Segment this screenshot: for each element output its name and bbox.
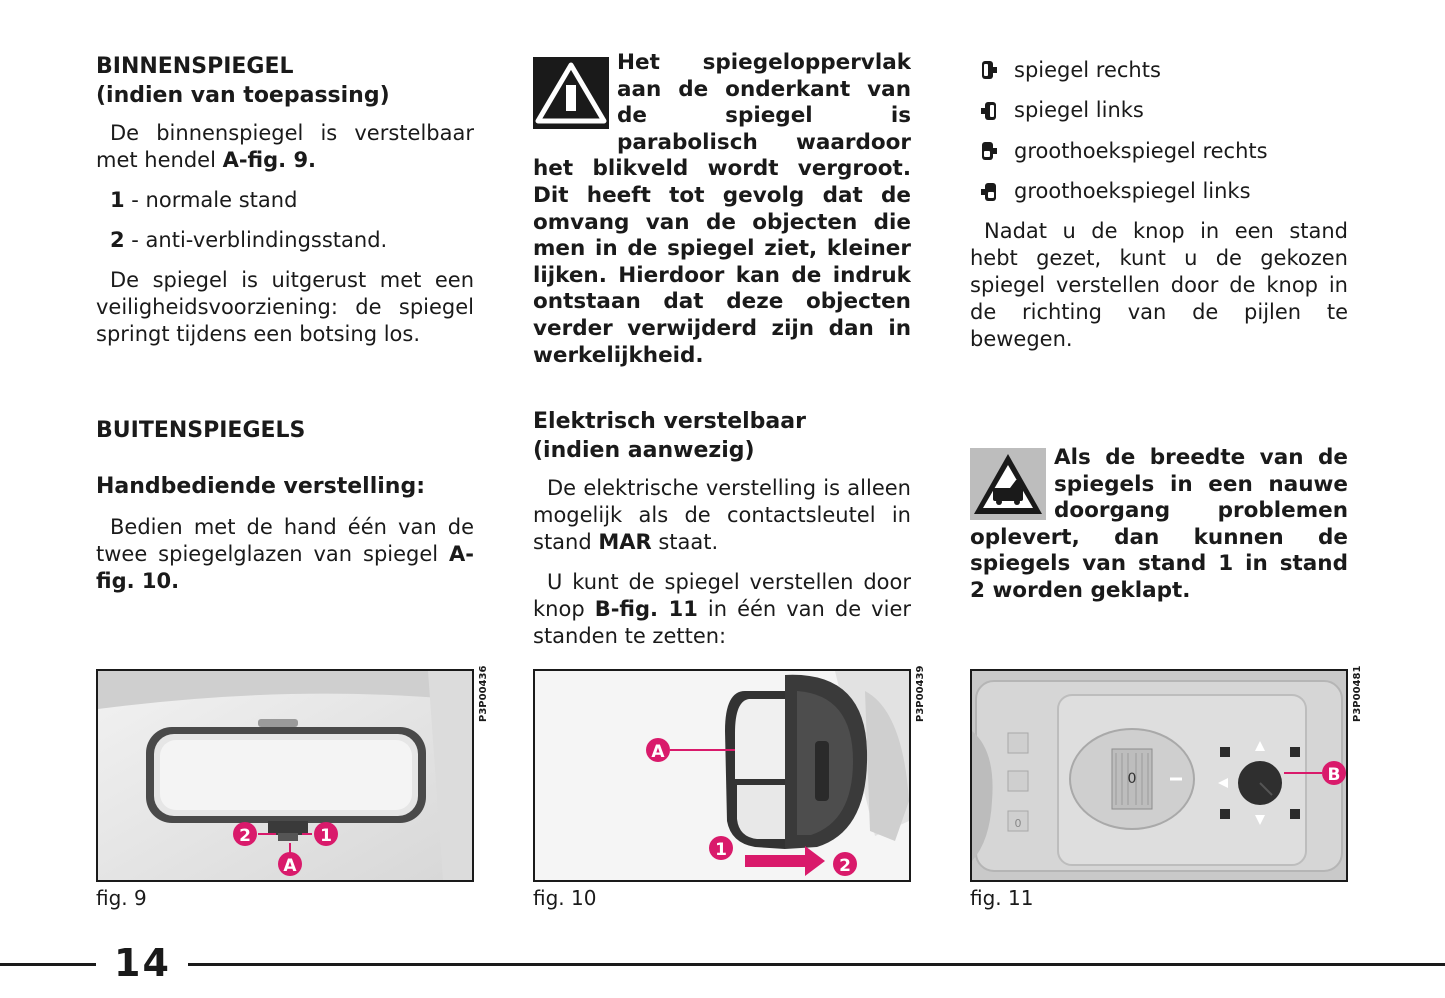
figure-interior-mirror — [96, 669, 474, 882]
callout-a-text: A — [651, 742, 665, 762]
paragraph — [533, 569, 911, 650]
heading-text: Elektrisch verstelbaar — [533, 409, 806, 435]
item-number: 1 — [110, 188, 125, 212]
vehicle-warning-icon — [970, 448, 1046, 520]
paragraph: De spiegel is uitgerust met een veiligheidsvoorziening: de spiegel springt tijdens een botsing los. — [96, 268, 474, 346]
figure-caption: fig. 9 — [96, 886, 147, 910]
warning-triangle-icon — [533, 57, 609, 129]
figure-code: P3P00436 — [478, 665, 489, 722]
warning-block — [533, 50, 911, 369]
mirror-option — [970, 172, 1348, 213]
callout-1-text: 1 — [715, 840, 727, 860]
item-number: 2 — [110, 228, 125, 252]
column-left — [96, 50, 474, 595]
knob-mark: 0 — [1127, 771, 1137, 787]
fig10-labels — [535, 671, 909, 880]
control-mark: 0 — [1014, 817, 1022, 830]
paragraph-text: U kunt de spiegel verstellen door knop — [533, 570, 911, 622]
wide-angle-mirror-left-icon — [980, 180, 998, 204]
mirror-right-icon — [980, 58, 998, 82]
figure-ref: A-fig. 9. — [222, 148, 317, 172]
footer-rule-right — [188, 963, 1445, 966]
figure-caption: fig. 10 — [533, 886, 597, 910]
figure-caption: fig. 11 — [970, 886, 1034, 910]
paragraph-text: De binnenspiegel is verstelbaar met hendel — [96, 121, 474, 172]
paragraph-text: Bedien met de hand één van de twee spiegelglazen van spiegel — [96, 515, 474, 566]
mirror-option — [970, 50, 1348, 91]
figure-ref: A-fig. 10. — [96, 542, 474, 593]
wide-angle-mirror-right-icon — [980, 139, 998, 163]
section-title-buitenspiegels: BUITENSPIEGELS — [96, 418, 306, 443]
footer-rule-left — [0, 963, 96, 966]
warning-block — [970, 445, 1348, 605]
callout-a-text: A — [283, 856, 297, 876]
warning-text: Het spiegeloppervlak aan de onderkant van de spiegel is parabolisch waardoor het blikveld wordt vergroot. Dit heeft tot gevolg dat de omvang van de objecten die men in de spiegel ziet, kleiner lijken. Hierdoor kan de indruk ontstaan dat deze objecten verder verwijderd zijn dan in werkelijkheid. — [533, 50, 911, 368]
heading-subtext: (indien van toepassing) — [96, 83, 390, 108]
mirror-left-icon — [980, 99, 998, 123]
fig11-labels — [972, 671, 1346, 880]
warning-text: Als de breedte van de spiegels in een nauwe doorgang problemen oplevert, dan kunnen de spiegels van stand 1 in stand 2 worden geklapt. — [970, 445, 1348, 603]
section-title-binnenspiegel — [96, 52, 474, 110]
heading-text: BINNENSPIEGEL — [96, 54, 294, 79]
column-middle — [533, 50, 911, 650]
mirror-option-label: spiegel rechts — [1014, 57, 1161, 82]
mirror-option-label: groothoekspiegel links — [1014, 179, 1251, 204]
section-title-elektrisch — [533, 407, 911, 465]
callout-1-text: 1 — [320, 826, 332, 846]
fig9-labels — [98, 671, 472, 880]
mirror-option — [970, 131, 1348, 172]
callout-2-text: 2 — [239, 826, 251, 846]
paragraph-text: staat. — [651, 530, 719, 555]
item-text: - anti-verblindingsstand. — [124, 228, 388, 252]
paragraph — [96, 120, 474, 174]
callout-b-text: B — [1327, 765, 1341, 785]
figure-ref: B-fig. 11 — [594, 597, 698, 622]
mirror-option-label: groothoekspiegel rechts — [1014, 138, 1268, 163]
figure-code: P3P00481 — [1352, 665, 1363, 722]
mirror-option — [970, 91, 1348, 132]
paragraph — [533, 475, 911, 556]
figure-exterior-mirror — [533, 669, 911, 882]
paragraph-text: in één van de vier standen te zetten: — [533, 597, 911, 649]
paragraph-text: De elektrische verstelling is alleen mogelijk als de contactsleutel in stand — [533, 476, 911, 555]
paragraph — [96, 514, 474, 595]
column-right — [970, 50, 1348, 605]
figure-code: P3P00439 — [915, 665, 926, 722]
callout-2-text: 2 — [839, 856, 851, 876]
page-number: 14 — [114, 941, 171, 985]
key-position: MAR — [598, 530, 652, 555]
paragraph: Nadat u de knop in een stand hebt gezet, kunt u de gekozen spiegel verstellen door de knop in de richting van de pijlen te bewegen. — [970, 219, 1348, 351]
list-item — [96, 187, 474, 214]
list-item — [96, 227, 474, 254]
heading-subtext: (indien aanwezig) — [533, 438, 755, 464]
figure-mirror-control — [970, 669, 1348, 882]
mirror-option-label: spiegel links — [1014, 98, 1144, 123]
subsection-title: Handbediende verstelling: — [96, 474, 426, 499]
item-text: - normale stand — [124, 188, 298, 212]
